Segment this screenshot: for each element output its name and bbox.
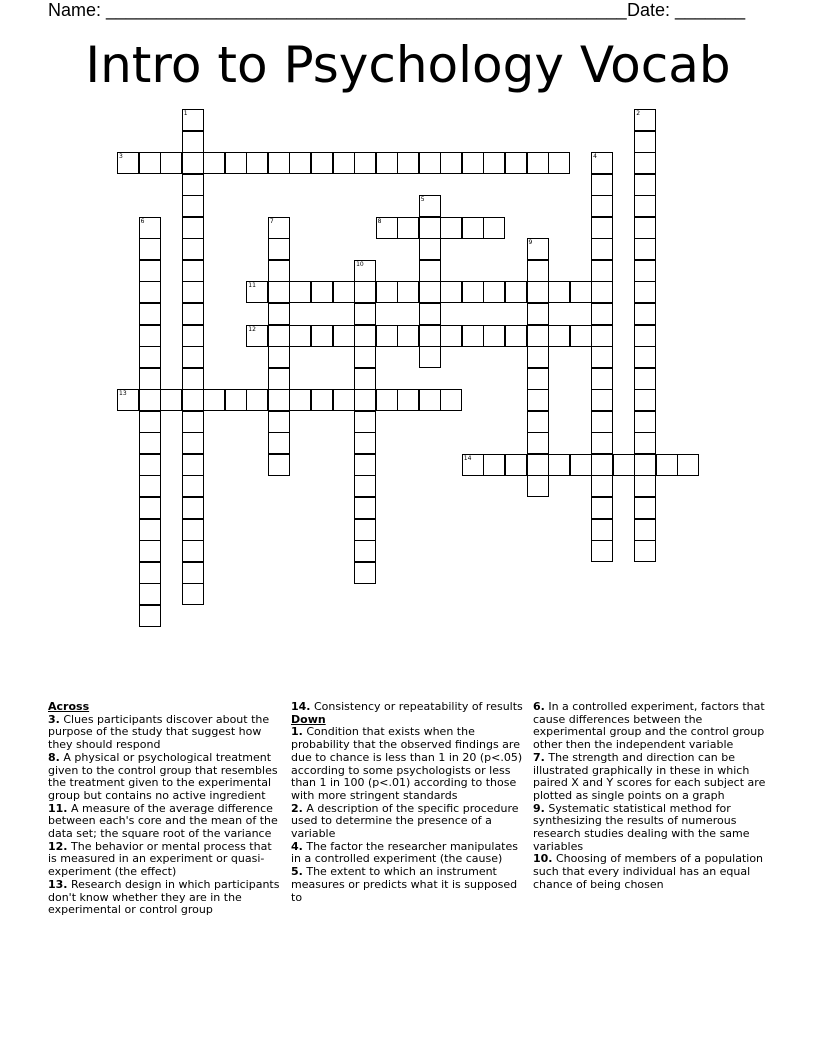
crossword-cell[interactable] (419, 217, 441, 239)
crossword-cell[interactable] (182, 540, 204, 562)
clue-across-14: 14. Consistency or repeatability of results (291, 700, 523, 713)
clue-number: 13 (119, 390, 127, 398)
crossword-cell[interactable] (139, 605, 161, 627)
crossword-cell[interactable] (182, 152, 204, 174)
crossword-cell[interactable] (591, 497, 613, 519)
clue-across-11: 11. A measure of the average difference between each's core and the mean of the data set; the square root of the variance (48, 801, 278, 841)
clue-down-10: 10. Choosing of members of a population such that every individual has an equal chance of being chosen (533, 852, 764, 891)
crossword-cell[interactable] (354, 454, 376, 476)
crossword-cell[interactable] (591, 152, 613, 174)
down-heading: Down (291, 712, 326, 726)
crossword-cell[interactable] (548, 152, 570, 174)
crossword-cell[interactable] (613, 454, 635, 476)
crossword-cell[interactable] (483, 217, 505, 239)
crossword-cell[interactable] (354, 519, 376, 541)
crossword-cell[interactable] (139, 454, 161, 476)
crossword-cell[interactable] (333, 325, 355, 347)
crossword-cell[interactable] (591, 432, 613, 454)
crossword-cell[interactable] (505, 325, 527, 347)
crossword-cell[interactable] (483, 281, 505, 303)
clue-across-8: 8. A physical or psychological treatment given to the control group that resembles the treatment given to the experimental group but contains no active ingredient (48, 750, 278, 802)
crossword-cell[interactable] (182, 411, 204, 433)
crossword-cell[interactable] (182, 368, 204, 390)
crossword-cell[interactable] (634, 475, 656, 497)
crossword-cell[interactable] (160, 389, 182, 411)
crossword-cell[interactable] (139, 260, 161, 282)
crossword-cell[interactable] (139, 432, 161, 454)
crossword-cell[interactable] (591, 454, 613, 476)
crossword-cell[interactable] (462, 281, 484, 303)
crossword-cell[interactable] (634, 195, 656, 217)
crossword-cell[interactable] (289, 281, 311, 303)
crossword-cell[interactable] (591, 281, 613, 303)
crossword-cell[interactable] (591, 174, 613, 196)
crossword-cell[interactable] (139, 368, 161, 390)
crossword-cell[interactable] (527, 281, 549, 303)
crossword-cell[interactable] (139, 497, 161, 519)
crossword-cell[interactable] (246, 325, 268, 347)
crossword-cell[interactable] (139, 303, 161, 325)
crossword-cell[interactable] (634, 389, 656, 411)
crossword-cell[interactable] (677, 454, 699, 476)
crossword-cell[interactable] (182, 432, 204, 454)
crossword-cell[interactable] (483, 325, 505, 347)
crossword-cell[interactable] (527, 475, 549, 497)
crossword-cell[interactable] (139, 238, 161, 260)
crossword-cell[interactable] (354, 303, 376, 325)
crossword-cell[interactable] (268, 325, 290, 347)
crossword-cell[interactable] (268, 303, 290, 325)
crossword-cell[interactable] (483, 454, 505, 476)
crossword-cell[interactable] (548, 281, 570, 303)
crossword-cell[interactable] (548, 454, 570, 476)
crossword-cell[interactable] (440, 217, 462, 239)
crossword-cell[interactable] (354, 497, 376, 519)
crossword-cell[interactable] (354, 475, 376, 497)
clue-number: 14 (463, 454, 472, 462)
crossword-cell[interactable] (634, 174, 656, 196)
crossword-cell[interactable] (527, 432, 549, 454)
crossword-cell[interactable] (634, 454, 656, 476)
clues-column-2 (291, 701, 526, 904)
date-blank: _______ (675, 0, 746, 20)
crossword-cell[interactable] (462, 217, 484, 239)
crossword-cell[interactable] (182, 238, 204, 260)
crossword-cell[interactable] (591, 540, 613, 562)
crossword-cell[interactable] (591, 519, 613, 541)
crossword-cell[interactable] (634, 540, 656, 562)
crossword-cell[interactable] (182, 475, 204, 497)
crossword-cell[interactable] (505, 454, 527, 476)
crossword-cell[interactable] (570, 281, 592, 303)
clue-number: 4 (593, 153, 597, 161)
crossword-cell[interactable] (376, 152, 398, 174)
crossword-cell[interactable] (397, 325, 419, 347)
crossword-cell[interactable] (591, 368, 613, 390)
crossword-cell[interactable] (139, 475, 161, 497)
crossword-cell[interactable] (203, 152, 225, 174)
crossword-cell[interactable] (419, 389, 441, 411)
crossword-cell[interactable] (182, 303, 204, 325)
crossword-cell[interactable] (182, 217, 204, 239)
crossword-cell[interactable] (182, 174, 204, 196)
crossword-cell[interactable] (182, 195, 204, 217)
crossword-cell[interactable] (419, 238, 441, 260)
crossword-cell[interactable] (246, 152, 268, 174)
crossword-cell[interactable] (462, 325, 484, 347)
clue-number: 12 (248, 325, 256, 333)
crossword-cell[interactable] (354, 281, 376, 303)
crossword-cell[interactable] (376, 281, 398, 303)
crossword-cell[interactable] (440, 281, 462, 303)
crossword-cell[interactable] (440, 152, 462, 174)
crossword-cell[interactable] (634, 497, 656, 519)
crossword-cell[interactable] (311, 389, 333, 411)
crossword-cell[interactable] (139, 540, 161, 562)
crossword-cell[interactable] (634, 260, 656, 282)
crossword-cell[interactable] (117, 389, 139, 411)
clue-down-2: 2. A description of the specific procedure used to determine the presence of a variable (291, 801, 519, 841)
crossword-cell[interactable] (634, 411, 656, 433)
crossword-cell[interactable] (591, 260, 613, 282)
crossword-cell[interactable] (225, 389, 247, 411)
crossword-cell[interactable] (419, 152, 441, 174)
crossword-cell[interactable] (527, 346, 549, 368)
crossword-cell[interactable] (462, 152, 484, 174)
crossword-cell[interactable] (591, 217, 613, 239)
crossword-cell[interactable] (182, 281, 204, 303)
clue-number: 10 (356, 260, 364, 268)
across-heading: Across (48, 700, 90, 713)
crossword-cell[interactable] (397, 152, 419, 174)
clue-number: 9 (528, 239, 533, 247)
crossword-cell[interactable] (182, 109, 204, 131)
crossword-cell[interactable] (268, 368, 290, 390)
crossword-cell[interactable] (656, 454, 678, 476)
crossword-cell[interactable] (591, 195, 613, 217)
crossword-cell[interactable] (139, 217, 161, 239)
crossword-cell[interactable] (570, 454, 592, 476)
crossword-cell[interactable] (591, 389, 613, 411)
crossword-cell[interactable] (634, 131, 656, 153)
crossword-cell[interactable] (354, 346, 376, 368)
crossword-cell[interactable] (419, 260, 441, 282)
clue-number: 5 (420, 196, 425, 204)
crossword-cell[interactable] (397, 389, 419, 411)
crossword-cell[interactable] (634, 109, 656, 131)
crossword-cell[interactable] (333, 281, 355, 303)
crossword-cell[interactable] (182, 325, 204, 347)
crossword-cell[interactable] (354, 325, 376, 347)
clues-column-1 (48, 701, 283, 917)
crossword-cell[interactable] (440, 325, 462, 347)
crossword-cell[interactable] (139, 519, 161, 541)
crossword-cell[interactable] (354, 152, 376, 174)
crossword-cell[interactable] (419, 325, 441, 347)
clue-number: 2 (636, 110, 641, 117)
crossword-cell[interactable] (289, 389, 311, 411)
crossword-cell[interactable] (268, 152, 290, 174)
crossword-cell[interactable] (268, 346, 290, 368)
crossword-cell[interactable] (139, 389, 161, 411)
crossword-cell[interactable] (634, 217, 656, 239)
crossword-cell[interactable] (139, 346, 161, 368)
crossword-cell[interactable] (139, 281, 161, 303)
clue-down-1: 1. Condition that exists when the probability that the observed findings are due to chance is less than 1 in 20 (p<.05) according to some psychologists or less than 1 in 100 (p<.01) according to those with more stringent standards (291, 725, 523, 802)
crossword-cell[interactable] (311, 152, 333, 174)
crossword-cell[interactable] (139, 562, 161, 584)
crossword-cell[interactable] (333, 389, 355, 411)
page-title: Intro to Psychology Vocab (85, 36, 731, 94)
crossword-cell[interactable] (527, 389, 549, 411)
clue-across-13: 13. Research design in which participants don't know whether they are in the experimental or control group (48, 877, 280, 917)
crossword-cell[interactable] (246, 281, 268, 303)
crossword-cell[interactable] (483, 152, 505, 174)
clue-down-4: 4. The factor the researcher manipulates in a controlled experiment (the cause) (291, 839, 518, 866)
crossword-cell[interactable] (634, 346, 656, 368)
crossword-cell[interactable] (182, 131, 204, 153)
crossword-cell[interactable] (268, 217, 290, 239)
crossword-cell[interactable] (311, 281, 333, 303)
clue-number: 7 (269, 217, 274, 225)
crossword-cell[interactable] (634, 303, 656, 325)
crossword-cell[interactable] (376, 325, 398, 347)
crossword-cell[interactable] (182, 346, 204, 368)
crossword-cell[interactable] (246, 389, 268, 411)
crossword-cell[interactable] (527, 238, 549, 260)
crossword-cell[interactable] (634, 325, 656, 347)
crossword-cell[interactable] (182, 562, 204, 584)
crossword-cell[interactable] (182, 519, 204, 541)
crossword-cell[interactable] (591, 303, 613, 325)
crossword-cell[interactable] (354, 540, 376, 562)
crossword-cell[interactable] (397, 281, 419, 303)
crossword-cell[interactable] (419, 346, 441, 368)
crossword-cell[interactable] (139, 325, 161, 347)
crossword-cell[interactable] (419, 281, 441, 303)
crossword-cell[interactable] (591, 411, 613, 433)
crossword-cell[interactable] (591, 475, 613, 497)
crossword-cell[interactable] (182, 454, 204, 476)
crossword-cell[interactable] (333, 152, 355, 174)
crossword-cell[interactable] (527, 411, 549, 433)
crossword-cell[interactable] (311, 325, 333, 347)
crossword-cell[interactable] (527, 454, 549, 476)
crossword-cell[interactable] (182, 583, 204, 605)
crossword-cell[interactable] (440, 389, 462, 411)
crossword-cell[interactable] (634, 368, 656, 390)
crossword-cell[interactable] (160, 152, 182, 174)
crossword-cell[interactable] (548, 325, 570, 347)
crossword-cell[interactable] (268, 432, 290, 454)
crossword-cell[interactable] (591, 346, 613, 368)
crossword-cell[interactable] (354, 411, 376, 433)
name-blank: ____________________________________________________ (106, 0, 627, 20)
crossword-cell[interactable] (354, 260, 376, 282)
crossword-cell[interactable] (117, 152, 139, 174)
crossword-cell[interactable] (289, 325, 311, 347)
crossword-cell[interactable] (268, 454, 290, 476)
crossword-cell[interactable] (462, 454, 484, 476)
crossword-cell[interactable] (634, 281, 656, 303)
name-label: Name: (48, 0, 102, 20)
crossword-cell[interactable] (139, 583, 161, 605)
crossword-cell[interactable] (354, 432, 376, 454)
clue-down-5: 5. The extent to which an instrument measures or predicts what it is supposed to (291, 865, 518, 904)
crossword-cell[interactable] (289, 152, 311, 174)
crossword-cell[interactable] (225, 152, 247, 174)
crossword-cell[interactable] (397, 217, 419, 239)
crossword-cell[interactable] (505, 152, 527, 174)
clue-down-9: 9. Systematic statistical method for synthesizing the results of numerous research studies dealing with the same variables (533, 801, 750, 853)
crossword-cell[interactable] (419, 303, 441, 325)
crossword-cell[interactable] (182, 389, 204, 411)
crossword-cell[interactable] (376, 217, 398, 239)
crossword-cell[interactable] (354, 368, 376, 390)
crossword-cell[interactable] (139, 152, 161, 174)
crossword-cell[interactable] (419, 195, 441, 217)
crossword-cell[interactable] (182, 260, 204, 282)
crossword-cell[interactable] (634, 152, 656, 174)
crossword-cell[interactable] (527, 260, 549, 282)
clue-across-3: 3. Clues participants discover about the purpose of the study that suggest how they should respond (48, 712, 270, 752)
crossword-cell[interactable] (139, 411, 161, 433)
crossword-cell[interactable] (591, 325, 613, 347)
crossword-cell[interactable] (354, 389, 376, 411)
crossword-cell[interactable] (505, 281, 527, 303)
clue-number: 6 (140, 217, 145, 225)
crossword-cell[interactable] (203, 389, 225, 411)
crossword-cell[interactable] (268, 389, 290, 411)
crossword-cell[interactable] (634, 238, 656, 260)
crossword-cell[interactable] (591, 238, 613, 260)
crossword-cell[interactable] (182, 497, 204, 519)
clue-down-6: 6. In a controlled experiment, factors that cause differences between the experimental group and the control group other then the independent variable (533, 700, 765, 752)
clue-number: 3 (119, 153, 123, 161)
crossword-cell[interactable] (268, 411, 290, 433)
clue-number: 1 (183, 110, 188, 117)
clue-down-7: 7. The strength and direction can be illustrated graphically in these in which paired X and Y scores for each subject are plotted as single points on a graph (533, 750, 766, 802)
crossword-cell[interactable] (527, 368, 549, 390)
crossword-cell[interactable] (570, 325, 592, 347)
crossword-cell[interactable] (527, 303, 549, 325)
clue-number: 11 (248, 282, 256, 290)
crossword-cell[interactable] (634, 519, 656, 541)
crossword-cell[interactable] (268, 281, 290, 303)
crossword-cell[interactable] (354, 562, 376, 584)
crossword-cell[interactable] (268, 238, 290, 260)
clue-number: 8 (377, 217, 382, 225)
clue-across-12: 12. The behavior or mental process that is measured in an experiment or quasi-experiment (the effect) (48, 839, 272, 879)
clues-column-3 (533, 701, 768, 892)
crossword-cell[interactable] (376, 389, 398, 411)
crossword-cell[interactable] (634, 432, 656, 454)
crossword-cell[interactable] (527, 325, 549, 347)
crossword-cell[interactable] (268, 260, 290, 282)
date-label: Date: (627, 0, 671, 20)
crossword-cell[interactable] (527, 152, 549, 174)
